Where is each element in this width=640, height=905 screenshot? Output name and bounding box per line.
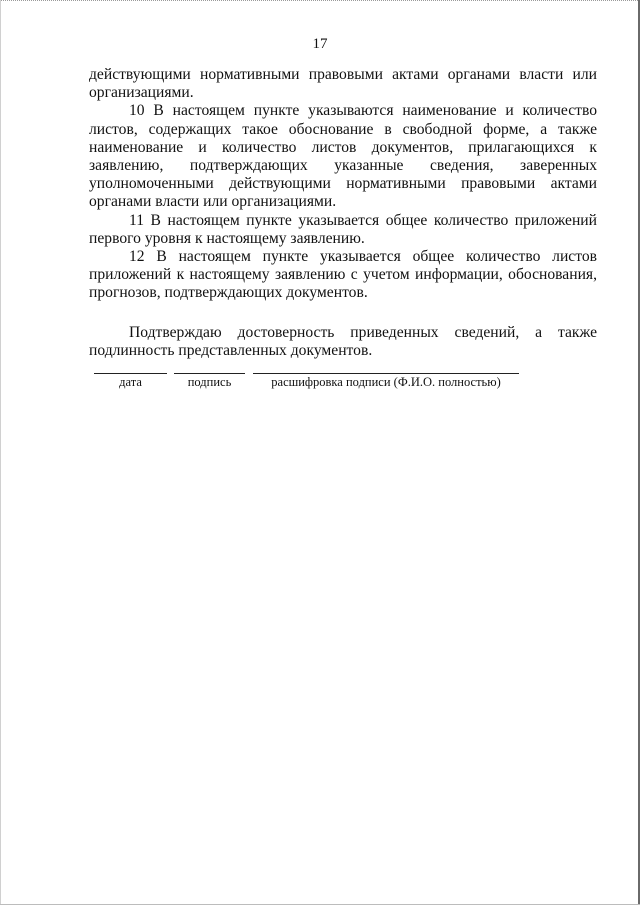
confirmation-statement: Подтверждаю достоверность приведенных сведений, а также подлинность представленных документов. xyxy=(89,323,597,359)
footnote-12: 12 В настоящем пункте указывается общее количество листов приложений к настоящему заявлению с учетом информации, обоснования, прогнозов, подтверждающих документов. xyxy=(89,248,597,302)
signature-label: подпись xyxy=(187,375,232,389)
footnote-10: 10 В настоящем пункте указываются наименование и количество листов, содержащих такое обоснование в свободной форме, а также наименование и количество листов документов, прилагающихся к заявлению, подтверждающих указанные сведения, заверенных уполномоченными действующими нормативными правовыми актами органами власти или организациями. xyxy=(89,102,597,211)
name-line xyxy=(253,373,519,374)
signature-line xyxy=(174,373,245,374)
footnote-11: 11 В настоящем пункте указывается общее количество приложений первого уровня к настоящему заявлению. xyxy=(89,211,597,247)
scan-edge-top xyxy=(0,0,640,4)
name-label: расшифровка подписи (Ф.И.О. полностью) xyxy=(271,375,501,389)
scan-edge-left xyxy=(0,0,1,905)
document-body xyxy=(89,66,597,360)
page-number: 17 xyxy=(312,36,328,52)
date-line xyxy=(94,373,167,374)
date-label: дата xyxy=(119,375,142,389)
paragraph-continuation: действующими нормативными правовыми актами органами власти или организациями. xyxy=(89,66,597,102)
